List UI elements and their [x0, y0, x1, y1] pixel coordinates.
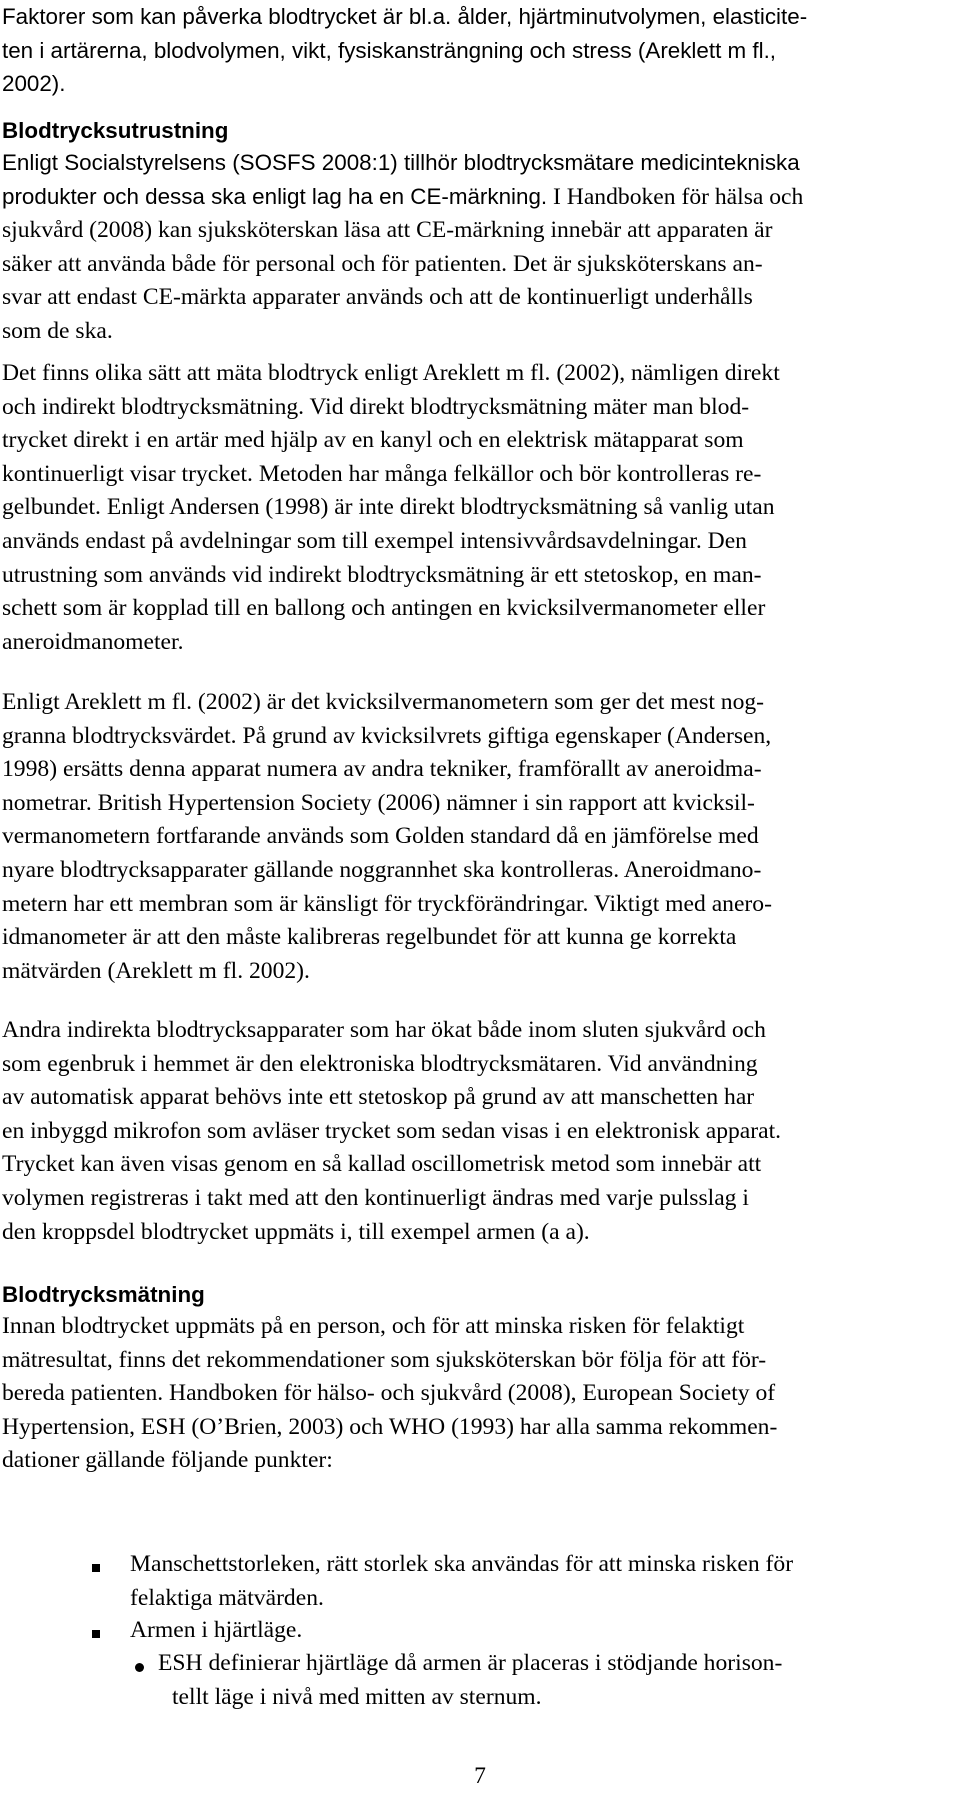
text-line: granna blodtrycksvärdet. På grund av kvicksilvrets giftiga egenskaper (Andersen, [2, 722, 772, 749]
text-line: mätresultat, finns det rekommendationer som sjuksköterskan bör följa för att för- [2, 1346, 767, 1373]
text-line: ten i artärerna, blodvolymen, vikt, fysiskansträngning och stress (Areklett m fl., [2, 37, 777, 63]
text-line: Hypertension, ESH (O’Brien, 2003) och WHO (1993) har alla samma rekommen- [2, 1413, 778, 1440]
text-line: Manschettstorleken, rätt storlek ska användas för att minska risken för [130, 1551, 794, 1577]
text-line: tellt läge i nivå med mitten av sternum. [172, 1683, 542, 1710]
sub-list-item [158, 1647, 782, 1714]
page-number: 7 [474, 1763, 486, 1789]
text-span: produkter och dessa ska enligt lag ha en CE-märkning. [2, 183, 548, 209]
text-line: gelbundet. Enligt Andersen (1998) är inte direkt blodtrycksmätning så vanlig utan [2, 494, 775, 521]
text-line: och indirekt blodtrycksmätning. Vid direkt blodtrycksmätning mäter man blod- [2, 393, 750, 420]
text-line: schett som är kopplad till en ballong och antingen en kvicksilvermanometer eller [2, 595, 766, 622]
text-line: som de ska. [2, 317, 113, 344]
text-line: mätvärden (Areklett m fl. 2002). [2, 957, 310, 984]
text-line: en inbyggd mikrofon som avläser trycket som sedan visas i en elektronisk apparat. [2, 1117, 782, 1144]
measurement-methods-paragraph [2, 357, 780, 659]
text-line: används endast på avdelningar som till exempel intensivvårdsavdelningar. Den [2, 527, 747, 554]
electronic-monitor-paragraph [2, 1014, 781, 1249]
text-line: idmanometer är att den måste kalibreras regelbundet för att kunna ge korrekta [2, 924, 737, 951]
list-item [130, 1548, 793, 1615]
text-line: nometrar. British Hypertension Society (2006) nämner i sin rapport att kvicksil- [2, 789, 755, 816]
list-item [130, 1614, 302, 1648]
text-line [2, 180, 803, 215]
text-line: Faktorer som kan påverka blodtrycket är bl.a. ålder, hjärtminutvolymen, elasticite- [2, 4, 808, 29]
square-bullet-icon [92, 1564, 100, 1572]
intro-paragraph [2, 0, 807, 101]
text-line: nyare blodtrycksapparater gällande noggrannhet ska kontrolleras. Aneroidmano- [2, 856, 762, 883]
text-line: kontinuerligt visar trycket. Metoden har många felkällor och bör kontrolleras re- [2, 460, 762, 487]
text-span: I Handboken för hälsa och [547, 183, 804, 210]
equipment-paragraph [2, 146, 803, 349]
text-line: svar att endast CE-märkta apparater används och att de kontinuerligt underhålls [2, 284, 753, 311]
section-heading: Blodtrycksmätning [2, 1282, 205, 1307]
manometer-paragraph [2, 686, 772, 988]
text-line: felaktiga mätvärden. [130, 1584, 324, 1611]
text-line: sjukvård (2008) kan sjuksköterskan läsa att CE-märkning innebär att apparaten är [2, 217, 773, 244]
text-line: vermanometern fortfarande används som Golden standard då en jämförelse med [2, 823, 759, 850]
text-line: dationer gällande följande punkter: [2, 1447, 333, 1474]
round-bullet-icon [135, 1663, 144, 1672]
text-line: Det finns olika sätt att mäta blodtryck enligt Areklett m fl. (2002), nämligen direkt [2, 360, 780, 386]
text-line: aneroidmanometer. [2, 628, 184, 655]
text-line: 2002). [2, 71, 66, 97]
text-line: volymen registreras i takt med att den kontinuerligt ändras med varje pulsslag i [2, 1184, 749, 1211]
text-line: bereda patienten. Handboken för hälso- och sjukvård (2008), European Society of [2, 1380, 776, 1407]
text-line: ESH definierar hjärtläge då armen är placeras i stödjande horison- [158, 1650, 783, 1676]
text-line: Enligt Areklett m fl. (2002) är det kvicksilvermanometern som ger det mest nog- [2, 689, 765, 715]
text-line: utrustning som används vid indirekt blodtrycksmätning är ett stetoskop, en man- [2, 561, 762, 588]
text-line: Armen i hjärtläge. [130, 1617, 303, 1643]
text-line: den kroppsdel blodtrycket uppmäts i, till exempel armen (a a). [2, 1218, 590, 1245]
section-heading: Blodtrycksutrustning [2, 118, 229, 143]
text-line: trycket direkt i en artär med hjälp av en kanyl och en elektrisk mätapparat som [2, 427, 744, 454]
text-line: av automatisk apparat behövs inte ett stetoskop på grund av att manschetten har [2, 1084, 755, 1111]
square-bullet-icon [92, 1630, 100, 1638]
text-line: Enligt Socialstyrelsens (SOSFS 2008:1) tillhör blodtrycksmätare medicintekniska [2, 150, 800, 175]
text-line: säker att använda både för personal och för patienten. Det är sjuksköterskans an- [2, 250, 763, 277]
text-line: Trycket kan även visas genom en så kallad oscillometrisk metod som innebär att [2, 1151, 762, 1178]
text-line: Andra indirekta blodtrycksapparater som har ökat både inom sluten sjukvård och [2, 1017, 766, 1043]
text-line: metern har ett membran som är känsligt för tryckförändringar. Viktigt med anero- [2, 890, 772, 917]
text-line: Innan blodtrycket uppmäts på en person, och för att minska risken för felaktigt [2, 1313, 745, 1339]
text-line: som egenbruk i hemmet är den elektroniska blodtrycksmätaren. Vid användning [2, 1050, 758, 1077]
measurement-paragraph [2, 1310, 777, 1478]
text-line: 1998) ersätts denna apparat numera av andra tekniker, framförallt av aneroidma- [2, 756, 762, 783]
